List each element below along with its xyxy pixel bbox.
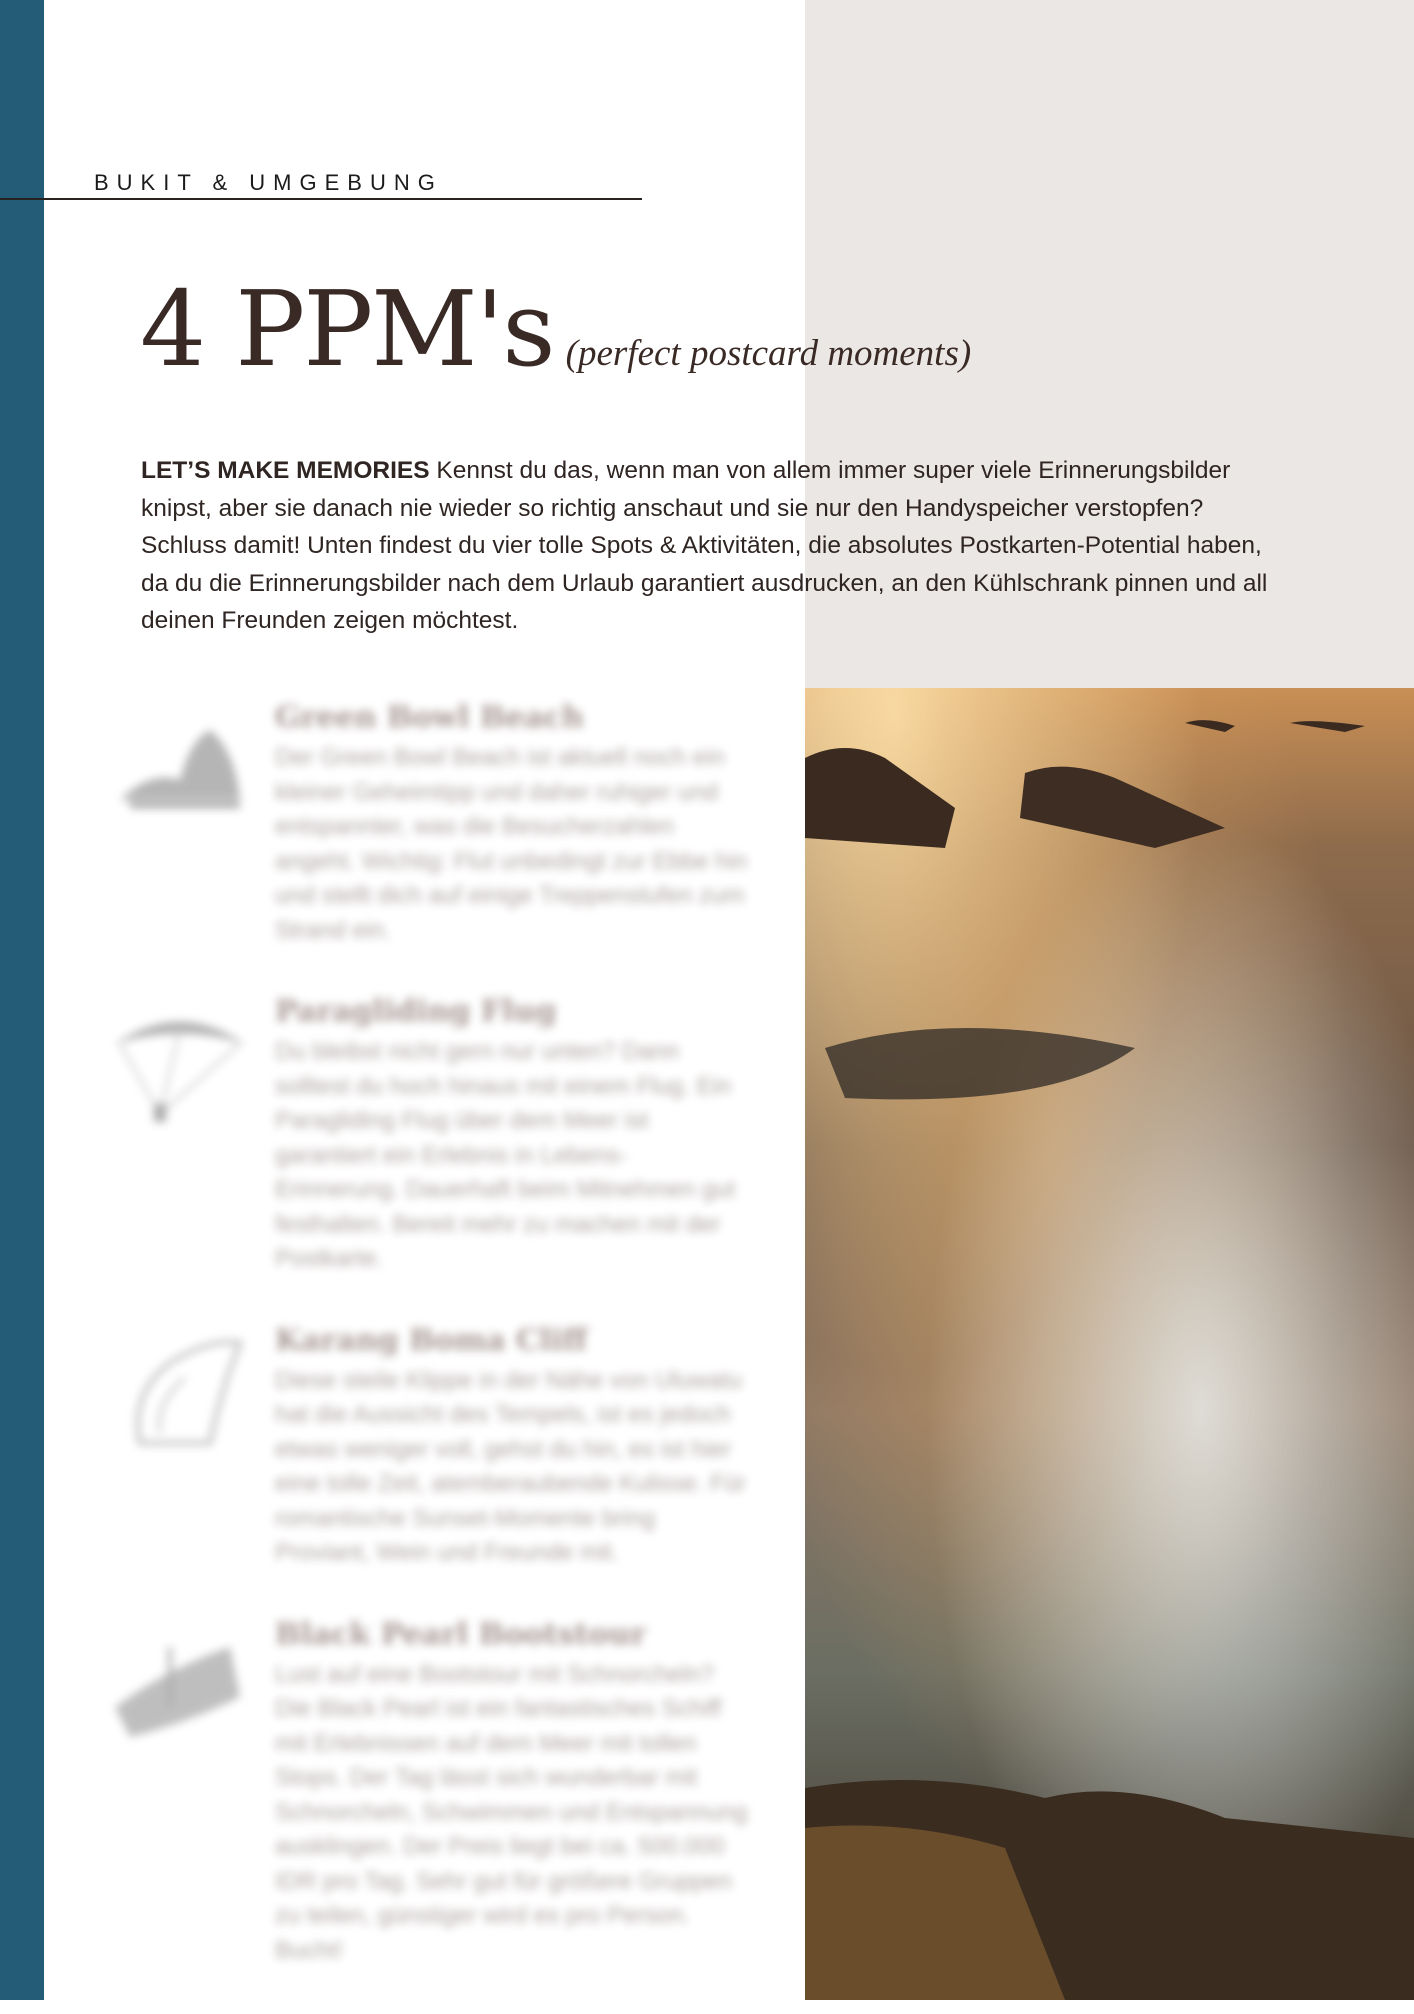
intro-lead: LET’S MAKE MEMORIES xyxy=(141,457,430,484)
spot-description: Diese steile Klippe in der Nähe von Uluwatu hat die Aussicht des Tempels, ist es jedoch etwas weniger voll, gehst du hin, es ist hier eine tolle Zeit, atemberaubende Kulisse. Für romantische Sunset-Momente bring Proviant, Wein und Freunde mit. xyxy=(275,1366,746,1566)
spot-title: Paragliding Flug xyxy=(275,994,557,1029)
section-divider xyxy=(0,198,642,200)
intro-text: Kennst du das, wenn man von allem immer super viele Erinnerungsbilder knipst, aber sie danach nie wieder so richtig anschaut und sie nur den Handyspeicher verstopfen? Schluss damit! Unten findest du vier tolle Spots & Aktivitäten, die absolutes Postkarten-Potential haben, da du die Erinnerungsbilder nach dem Urlaub garantiert ausdrucken, an den Kühlschrank pinnen und all deinen Freunden zeigen möchtest. xyxy=(141,457,1268,634)
intro-paragraph xyxy=(141,452,1291,640)
spot-description: Der Green Bowl Beach ist aktuell noch ein kleiner Geheimtipp und daher ruhiger und entspannter, was die Besucherzahlen angeht. Wichtig: Flut unbedingt zur Ebbe hin und stellt dich auf einige Treppenstufen zum Strand ein. xyxy=(275,744,748,944)
side-accent-bar xyxy=(0,0,44,2000)
section-label: BUKIT & UMGEBUNG xyxy=(94,170,443,195)
rock-cliff-icon xyxy=(110,710,250,830)
cliff-rock-icon xyxy=(110,1333,250,1453)
paraglider-icon xyxy=(110,1004,250,1124)
title-main: 4 PPM's xyxy=(140,268,554,390)
spot-title: Karang Boma Cliff xyxy=(275,1322,588,1358)
ocean-waves-photo xyxy=(805,688,1414,2000)
spot-list xyxy=(110,700,750,2014)
page-title xyxy=(140,268,971,390)
spot-item xyxy=(110,1323,750,1571)
spot-item xyxy=(110,994,750,1277)
spot-title: Green Bowl Beach xyxy=(275,700,584,735)
boat-icon xyxy=(110,1627,250,1747)
spot-item xyxy=(110,700,750,948)
spot-description: Lust auf eine Bootstour mit Schnorcheln? Die Black Pearl ist ein fantastisches Schiff mit Erlebnissen auf dem Meer mit tollen Stops. Der Tag lässt sich wunderbar mit Schnorcheln, Schwimmen und Entspannung ausklingen. Der Preis liegt bei ca. 500.000 IDR pro Tag. Sehr gut für größere Gruppen zu teilen, günstiger wird es pro Person. Bucht! xyxy=(275,1660,748,1964)
spot-description: Du bleibst nicht gern nur unten? Dann solltest du hoch hinaus mit einem Flug. Ein Paragliding Flug über dem Meer ist garantiert ein Erlebnis in Lebens-Erinnerung. Dauerhaft beim Mitnehmen gut festhalten. Bereit mehr zu machen mit der Postkarte. xyxy=(275,1038,736,1272)
ocean-waves-image xyxy=(805,688,1414,2000)
spot-title: Black Pearl Bootstour xyxy=(275,1616,647,1652)
spot-item xyxy=(110,1617,750,1969)
title-subtitle: (perfect postcard moments) xyxy=(565,333,972,374)
